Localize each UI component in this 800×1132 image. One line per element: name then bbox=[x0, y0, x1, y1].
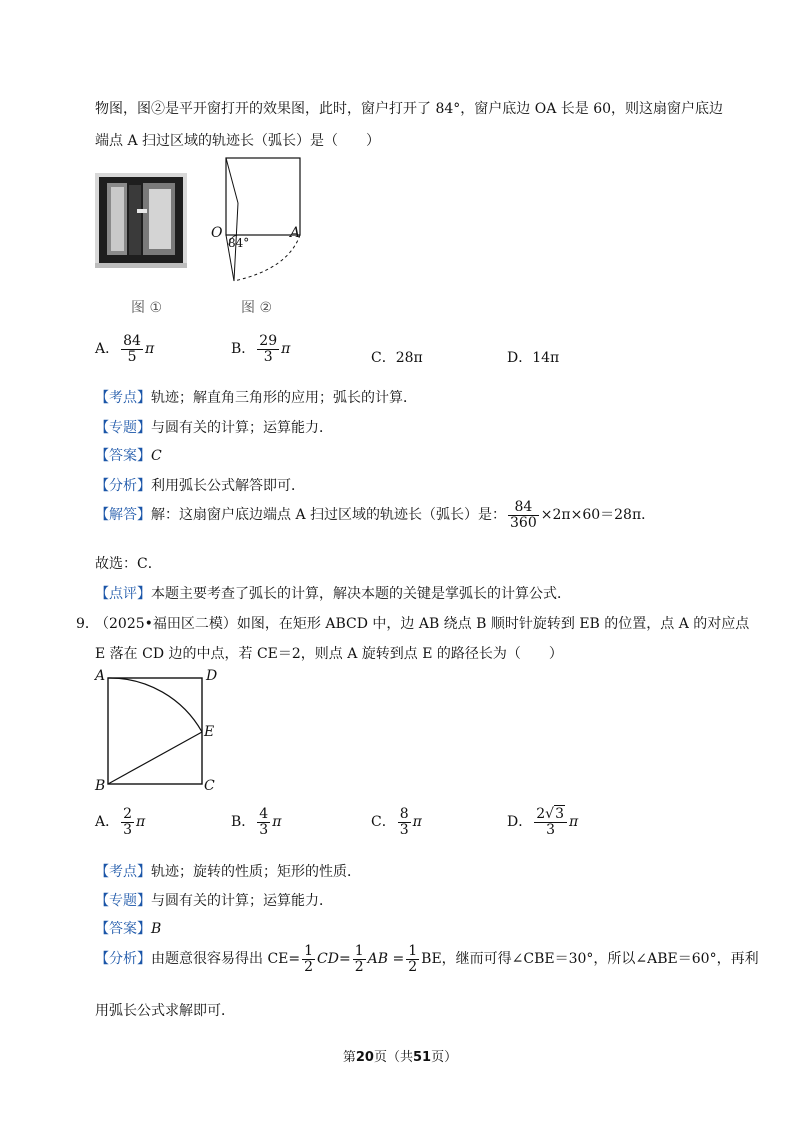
q9-fenxi: 【分析】由题意很容易得出 CE= $\frac{1}{2}$ CD= $\frac{1}{2}$ AB = $\frac{1}{2}$ BE，继而可得∠CBE＝30°，所以∠ABE＝60°，再利 bbox=[95, 943, 759, 975]
q8-answer: 【答案】C bbox=[95, 448, 162, 464]
q9-option-c: C． $\frac{8}{3}$ π bbox=[371, 806, 422, 838]
q9-label-e: E bbox=[204, 724, 215, 740]
q8-jieda: 【解答】解：这扇窗户底边端点 A 扫过区域的轨迹长（弧长）是： $\frac{84}{360}$ ×2π×60＝28π． bbox=[95, 499, 656, 531]
q8-figure-2-diagram bbox=[208, 157, 308, 283]
q8-fig2-caption: 图 ② bbox=[241, 300, 273, 316]
q8-fig2-angle-label: 84° bbox=[228, 236, 250, 250]
q9-zhuanti: 【专题】与圆有关的计算；运算能力． bbox=[95, 893, 333, 909]
q8-option-c: C．28π bbox=[371, 350, 423, 366]
q8-zhuanti: 【专题】与圆有关的计算；运算能力． bbox=[95, 420, 333, 436]
q8-figure-1-photo bbox=[95, 173, 187, 268]
q9-option-b: B． $\frac{4}{3}$ π bbox=[231, 806, 282, 838]
q8-fenxi: 【分析】利用弧长公式解答即可． bbox=[95, 478, 305, 494]
q8-option-a: A． $\frac{84}{5}$ π bbox=[95, 333, 155, 365]
q8-fig2-label-a: A bbox=[290, 225, 301, 241]
q8-fig2-label-o: O bbox=[211, 225, 223, 241]
q9-figure bbox=[107, 677, 203, 785]
q9-stem-line1: （2025•福田区二模）如图，在矩形 ABCD 中，边 AB 绕点 B 顺时针旋转到 EB 的位置，点 A 的对应点 bbox=[95, 616, 750, 632]
current-page-number: 20 bbox=[355, 1050, 374, 1065]
window-photo-graphic bbox=[95, 173, 187, 268]
page-footer: 第20页（共51页） bbox=[342, 1050, 458, 1065]
q8-stem-line2: 端点 A 扫过区域的轨迹长（弧长）是（ ） bbox=[95, 133, 381, 149]
q8-kaodian: 【考点】轨迹；解直角三角形的应用；弧长的计算． bbox=[95, 390, 417, 406]
q9-kaodian: 【考点】轨迹；旋转的性质；矩形的性质． bbox=[95, 864, 361, 880]
q8-option-d: D．14π bbox=[507, 350, 560, 366]
open-window-diagram bbox=[208, 157, 308, 283]
total-page-count: 51 bbox=[413, 1050, 432, 1065]
q9-fenxi-line2: 用弧长公式求解即可． bbox=[95, 1003, 235, 1019]
q9-label-c: C bbox=[204, 778, 215, 794]
q8-guxuan: 故选：C． bbox=[95, 556, 162, 572]
q9-stem-line2: E 落在 CD 边的中点，若 CE＝2，则点 A 旋转到点 E 的路径长为（ ） bbox=[95, 646, 563, 662]
q9-number: 9． bbox=[76, 616, 99, 632]
q9-label-b: B bbox=[95, 778, 106, 794]
q9-label-d: D bbox=[206, 668, 218, 684]
q8-dianping: 【点评】本题主要考查了弧长的计算，解决本题的关键是掌弧长的计算公式． bbox=[95, 586, 571, 602]
q8-stem-line1: 物图，图②是平开窗打开的效果图，此时，窗户打开了 84°，窗户底边 OA 长是 60，则这扇窗户底边 bbox=[95, 101, 724, 117]
q9-option-d: D． $\frac{2√3}{3}$ π bbox=[507, 806, 579, 838]
q8-fig1-caption: 图 ① bbox=[131, 300, 163, 316]
q8-option-b: B． $\frac{29}{3}$ π bbox=[231, 333, 291, 365]
rectangle-rotation-diagram bbox=[107, 677, 203, 785]
q9-label-a: A bbox=[95, 668, 106, 684]
q9-answer: 【答案】B bbox=[95, 921, 162, 937]
q9-option-a: A． $\frac{2}{3}$ π bbox=[95, 806, 146, 838]
